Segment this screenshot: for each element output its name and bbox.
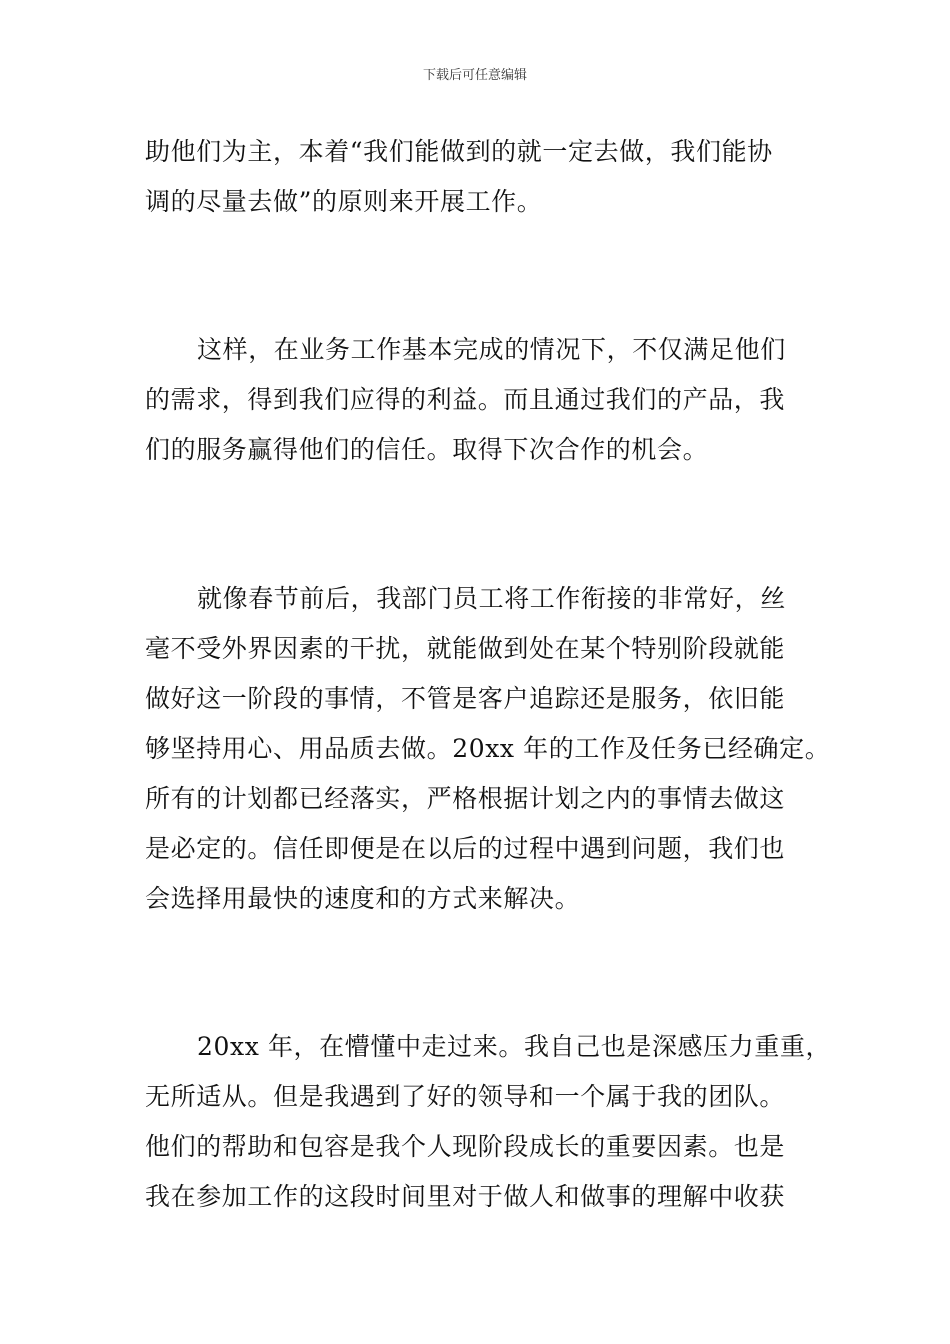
paragraph-line: 20xx 年，在懵懂中走过来。我自己也是深感压力重重， xyxy=(197,1032,832,1061)
page-header: 下载后可任意编辑 xyxy=(422,68,527,83)
paragraph-line: 够坚持用心、用品质去做。20xx 年的工作及任务已经确定。 xyxy=(145,734,831,763)
paragraph-line: 们的服务赢得他们的信任。取得下次合作的机会。 xyxy=(145,435,709,464)
paragraph-line: 毫不受外界因素的干扰，就能做到处在某个特别阶段就能 xyxy=(145,634,786,663)
paragraph-3 xyxy=(145,574,845,924)
paragraph-line: 会选择用最快的速度和的方式来解决。 xyxy=(145,884,581,913)
paragraph-line: 的需求，得到我们应得的利益。而且通过我们的产品，我 xyxy=(145,385,786,414)
paragraph-line: 调的尽量去做”的原则来开展工作。 xyxy=(145,187,543,216)
paragraph-2 xyxy=(145,325,845,475)
paragraph-4 xyxy=(145,1022,845,1222)
paragraph-1 xyxy=(145,127,845,227)
paragraph-line: 他们的帮助和包容是我个人现阶段成长的重要因素。也是 xyxy=(145,1132,786,1161)
paragraph-line: 无所适从。但是我遇到了好的领导和一个属于我的团队。 xyxy=(145,1082,786,1111)
paragraph-line: 我在参加工作的这段时间里对于做人和做事的理解中收获 xyxy=(145,1182,786,1211)
paragraph-line: 做好这一阶段的事情，不管是客户追踪还是服务，依旧能 xyxy=(145,684,786,713)
paragraph-line: 助他们为主，本着“我们能做到的就一定去做，我们能协 xyxy=(145,137,773,166)
paragraph-line: 就像春节前后，我部门员工将工作衔接的非常好，丝 xyxy=(197,584,786,613)
paragraph-line: 这样，在业务工作基本完成的情况下，不仅满足他们 xyxy=(197,335,786,364)
paragraph-line: 所有的计划都已经落实，严格根据计划之内的事情去做这 xyxy=(145,784,786,813)
paragraph-line: 是必定的。信任即便是在以后的过程中遇到问题，我们也 xyxy=(145,834,786,863)
